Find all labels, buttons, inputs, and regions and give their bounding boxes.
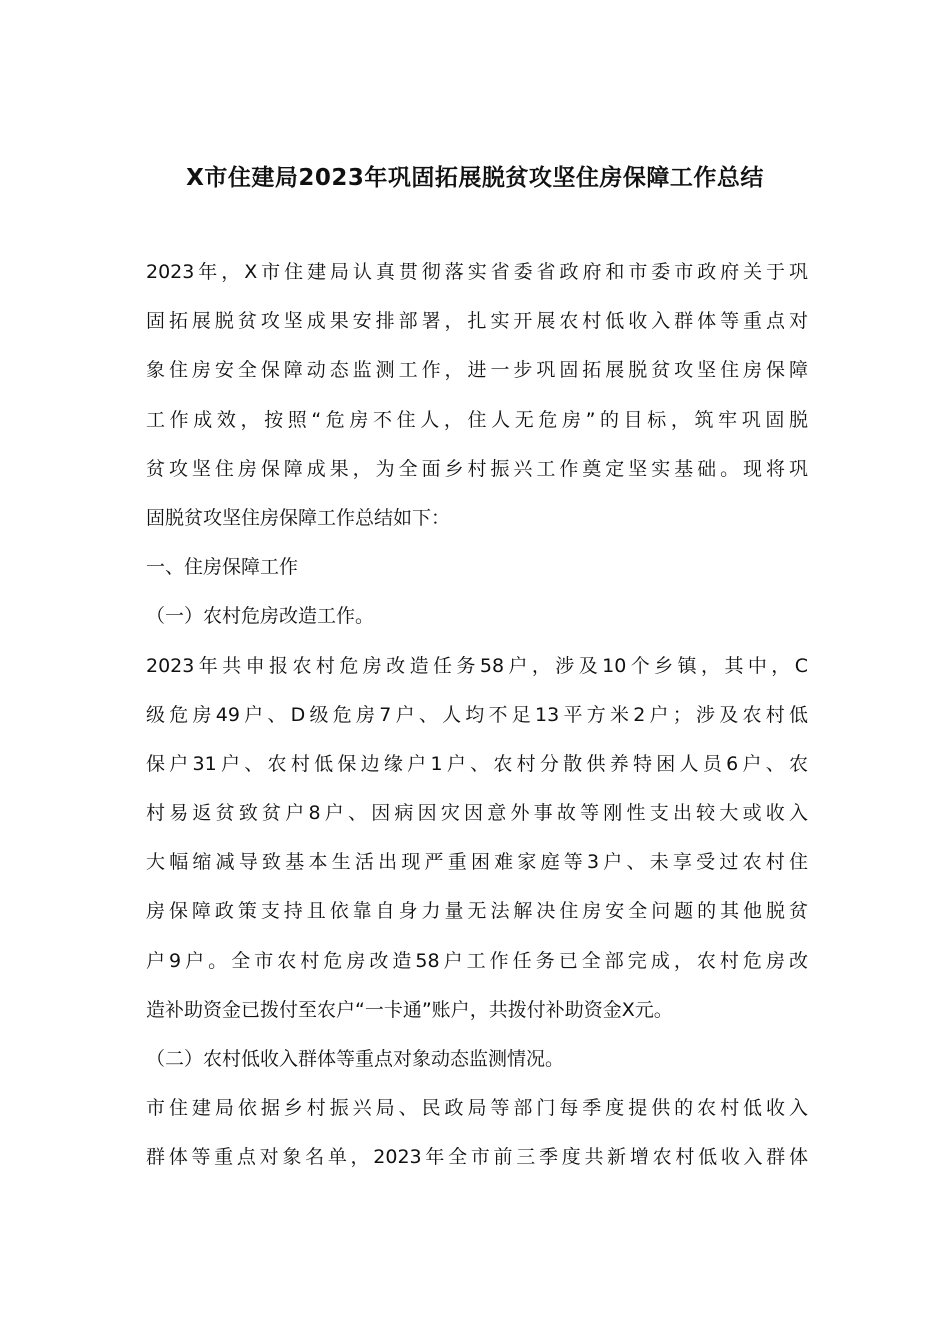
text-line: 房保障政策支持且依靠自身力量无法解决住房安全问题的其他脱贫 [146,900,808,923]
text-line: 工作成效，按照“危房不住人，住人无危房”的目标，筑牢巩固脱 [146,408,808,431]
text-line: 群体等重点对象名单，2023年全市前三季度共新增农村低收入群体 [146,1146,808,1169]
text-line: 2023年共申报农村危房改造任务58户，涉及10个乡镇，其中，C [146,654,808,677]
text-line: 大幅缩减导致基本生活出现严重困难家庭等3户、未享受过农村住 [146,851,808,874]
document-title: X市住建局2023年巩固拓展脱贫攻坚住房保障工作总结 [186,165,764,191]
text-line: 象住房安全保障动态监测工作，进一步巩固拓展脱贫攻坚住房保障 [146,359,808,382]
text-line: （二）农村低收入群体等重点对象动态监测情况。 [146,1048,565,1070]
text-line: 固脱贫攻坚住房保障工作总结如下： [146,506,451,529]
text-line: 2023年，X市住建局认真贯彻落实省委省政府和市委市政府关于巩 [146,261,808,283]
text-line: 固拓展脱贫攻坚成果安排部署，扎实开展农村低收入群体等重点对 [146,310,808,333]
text-line: 户9户。全市农村危房改造58户工作任务已全部完成，农村危房改 [146,949,808,972]
text-line: 造补助资金已拨付至农户“一卡通”账户，共拨付补助资金X元。 [146,998,673,1021]
text-line: 市住建局依据乡村振兴局、民政局等部门每季度提供的农村低收入 [146,1097,808,1120]
text-line: 贫攻坚住房保障成果，为全面乡村振兴工作奠定坚实基础。现将巩 [146,457,808,480]
text-line: 保户31户、农村低保边缘户1户、农村分散供养特困人员6户、农 [146,752,808,775]
document-body [146,248,808,1183]
text-line: 一、住房保障工作 [146,556,299,579]
text-line: 级危房49户、D级危房7户、人均不足13平方米2户；涉及农村低 [146,703,808,726]
text-line: （一）农村危房改造工作。 [146,605,375,628]
text-line: 村易返贫致贫户8户、因病因灾因意外事故等刚性支出较大或收入 [146,802,808,825]
